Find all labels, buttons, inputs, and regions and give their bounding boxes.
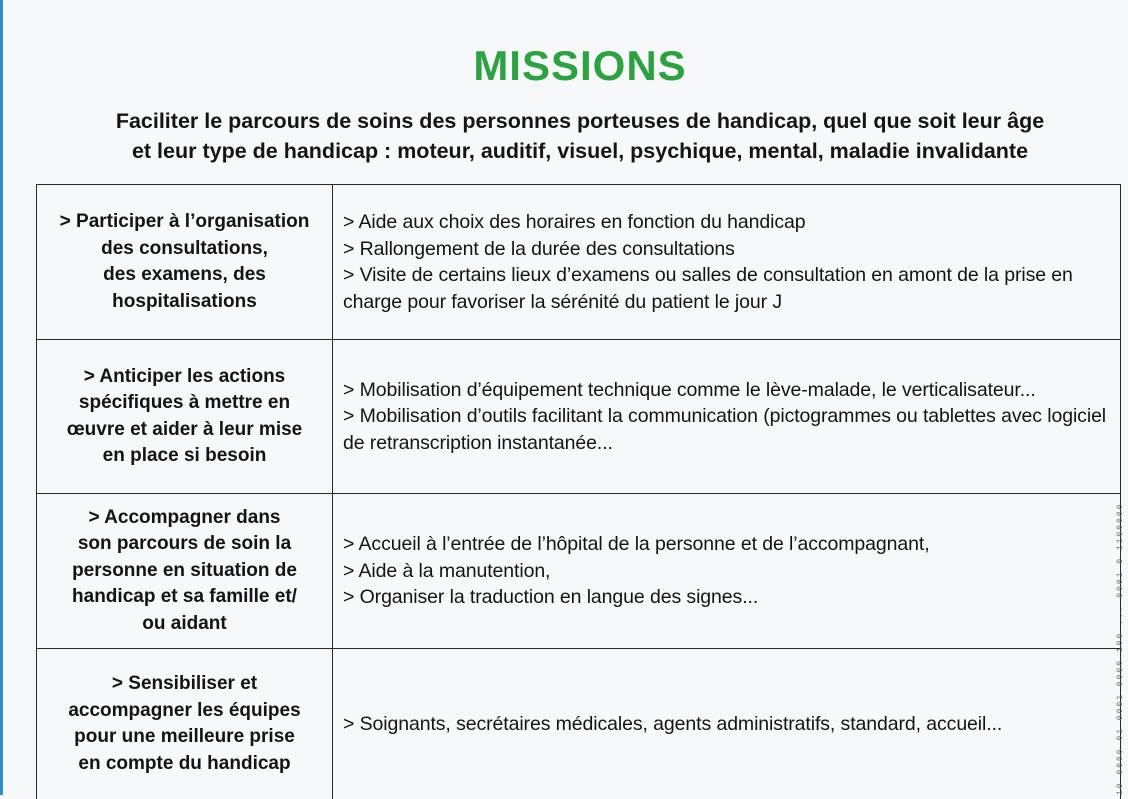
missions-table (36, 184, 1121, 799)
mission-title-cell (37, 185, 333, 340)
mission-title-line: en place si besoin (45, 443, 324, 470)
mission-title (37, 209, 332, 315)
mission-detail-item: > Mobilisation d’outils facilitant la communication (pictogrammes ou tablettes avec logiciel de retranscription instantanée... (343, 403, 1112, 456)
mission-title-line: en compte du handicap (45, 751, 324, 778)
mission-title-line: > Accompagner dans (45, 505, 324, 532)
mission-row (37, 494, 1121, 649)
mission-details-cell (333, 185, 1121, 340)
mission-detail-item: > Organiser la traduction en langue des signes... (343, 584, 1112, 611)
mission-title (37, 671, 332, 777)
subtitle-line-2: et leur type de handicap : moteur, auditif, visuel, psychique, mental, maladie invalidante (0, 136, 1128, 166)
mission-detail-item: > Soignants, secrétaires médicales, agents administratifs, standard, accueil... (343, 711, 1112, 738)
mission-title (37, 364, 332, 470)
mission-details-cell (333, 340, 1121, 494)
mission-title-line: > Sensibiliser et (45, 671, 324, 698)
mission-title-line: > Participer à l’organisation (45, 209, 324, 236)
mission-title-line: personne en situation de (45, 558, 324, 585)
mission-title-cell (37, 494, 333, 649)
mission-title-line: pour une meilleure prise (45, 724, 324, 751)
mission-title-line: des examens, des (45, 262, 324, 289)
mission-detail-item: > Aide aux choix des horaires en fonction du handicap (343, 209, 1112, 236)
mission-details-cell (333, 649, 1121, 799)
mission-title-line: accompagner les équipes (45, 698, 324, 725)
mission-title-line: spécifiques à mettre en (45, 390, 324, 417)
mission-detail-item: > Accueil à l’entrée de l’hôpital de la personne et de l’accompagnant, (343, 531, 1112, 558)
mission-title-line: œuvre et aider à leur mise (45, 417, 324, 444)
mission-detail-item: > Rallongement de la durée des consultations (343, 236, 1112, 263)
mission-details (333, 531, 1120, 611)
page-title: MISSIONS (0, 42, 1128, 90)
mission-title-cell (37, 649, 333, 799)
mission-title-line: ou aidant (45, 611, 324, 638)
mission-title-line: son parcours de soin la (45, 531, 324, 558)
mission-detail-item: > Mobilisation d’équipement technique comme le lève-malade, le verticalisateur... (343, 377, 1112, 404)
mission-title-line: des consultations, (45, 236, 324, 263)
mission-details (333, 377, 1120, 457)
mission-title (37, 505, 332, 638)
mission-details (333, 711, 1120, 738)
subtitle-line-1: Faciliter le parcours de soins des personnes porteuses de handicap, quel que soit leur âge (0, 106, 1128, 136)
mission-title-line: hospitalisations (45, 289, 324, 316)
mission-title-line: > Anticiper les actions (45, 364, 324, 391)
mission-row (37, 185, 1121, 340)
side-print-code: 10 0000 01 0001 0000 100 ... 0001 0 1100000 (1116, 350, 1126, 795)
mission-row (37, 649, 1121, 799)
mission-row (37, 340, 1121, 494)
mission-details (333, 209, 1120, 315)
page-subtitle (0, 106, 1128, 166)
mission-detail-item: > Aide à la manutention, (343, 558, 1112, 585)
mission-title-line: handicap et sa famille et/ (45, 584, 324, 611)
mission-title-cell (37, 340, 333, 494)
mission-details-cell (333, 494, 1121, 649)
mission-detail-item: > Visite de certains lieux d’examens ou salles de consultation en amont de la prise en charge pour favoriser la sérénité du patient le jour J (343, 262, 1112, 315)
